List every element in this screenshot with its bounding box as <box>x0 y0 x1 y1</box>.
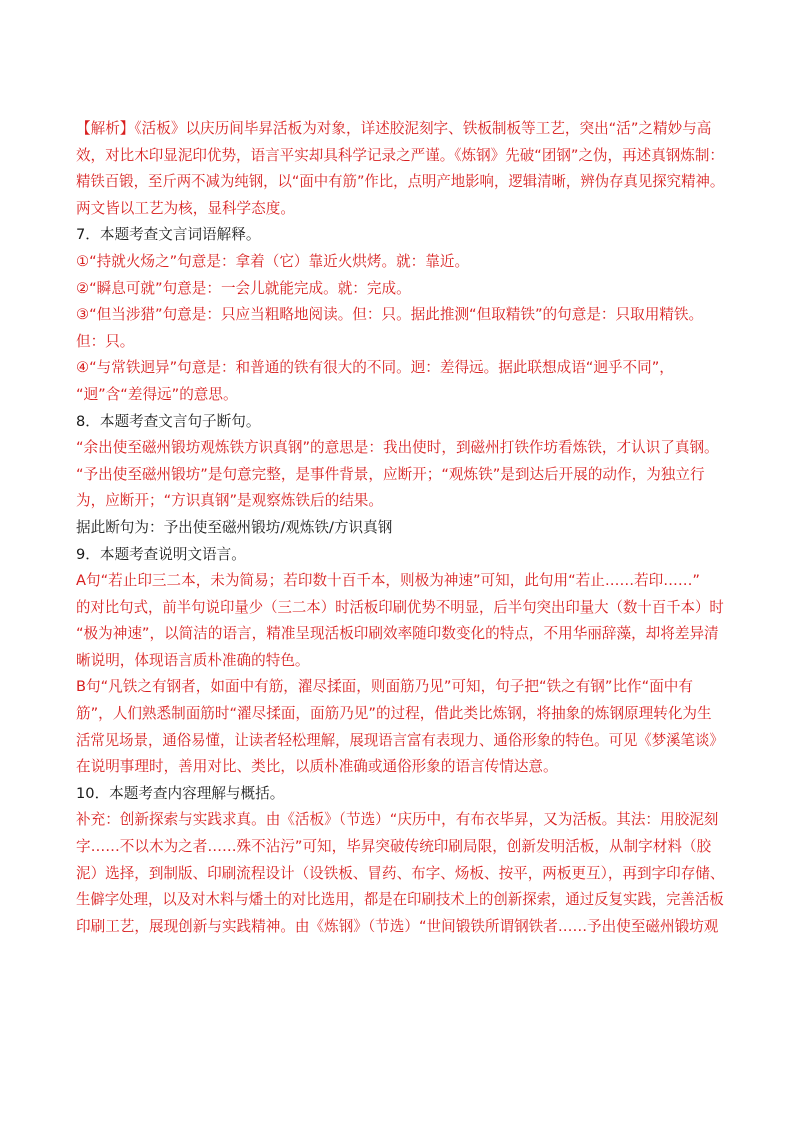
text-line: 补充：创新探索与实践求真。由《活板》（节选）“庆历中，有布衣毕昇，又为活板。其法：用胶泥刻 <box>76 811 719 829</box>
text-line: 在说明事理时，善用对比、类比，以质朴准确或通俗形象的语言传情达意。 <box>76 758 558 776</box>
text-line: 晰说明，体现语言质朴准确的特色。 <box>76 651 310 669</box>
text-line: A句“若止印三二本，未为简易；若印数十百千本，则极为神速”可知，此句用“若止……若印……” <box>76 572 700 590</box>
text-line: 8．本题考查文言句子断句。 <box>76 412 261 430</box>
text-line: 精铁百锻，至斤两不减为纯钢，以“面中有筋”作比，点明产地影响，逻辑清晰，辨伪存真见探究精神。 <box>76 173 725 191</box>
text-line: “予出使至磁州锻坊”是句意完整，是事件背景，应断开；“观炼铁”是到达后开展的动作，为独立行 <box>76 465 705 483</box>
text-line: 10．本题考查内容理解与概括。 <box>76 784 285 802</box>
text-line: 9．本题考查说明文语言。 <box>76 545 246 563</box>
text-line: 字……不以木为之者……殊不沾污”可知，毕昇突破传统印刷局限，创新发明活板，从制字材料（胶 <box>76 838 712 856</box>
text-line: ④“与常铁迥异”句意是：和普通的铁有很大的不同。迥：差得远。据此联想成语“迥乎不同”， <box>76 359 674 377</box>
text-line: 筋”，人们熟悉制面筋时“濯尽揉面，面筋乃见”的过程，借此类比炼钢，将抽象的炼钢原理转化为生 <box>76 705 712 723</box>
text-line: “极为神速”，以简洁的语言，精准呈现活板印刷效率随印数变化的特点，不用华丽辞藻，却将差异清 <box>76 625 719 643</box>
document-body <box>76 116 724 940</box>
text-line: “迥”含“差得远”的意思。 <box>76 385 238 403</box>
text-line: 【解析】《活板》以庆历间毕昇活板为对象，详述胶泥刻字、铁板制板等工艺，突出“活”之精妙与高 <box>76 120 712 137</box>
text-line: ①“持就火炀之”句意是：拿着（它）靠近火烘烤。就：靠近。 <box>76 252 470 270</box>
text-line: 效，对比木印显泥印优势，语言平实却具科学记录之严谨。《炼钢》先破“团钢”之伪，再述真钢炼制： <box>76 146 724 164</box>
text-line: 泥）选择，到制版、印刷流程设计（设铁板、冒药、布字、炀板、按平，两板更互），再到字印存储、 <box>76 864 725 882</box>
text-line: 据此断句为：予出使至磁州锻坊/观炼铁/方识真钢 <box>76 518 393 536</box>
text-line: 两文皆以工艺为核，显科学态度。 <box>76 199 295 217</box>
text-line: 的对比句式，前半句说印量少（三二本）时活板印刷优势不明显，后半句突出印量大（数十百千本）时 <box>76 598 724 616</box>
text-line: B句“凡铁之有钢者，如面中有筋，濯尽揉面，则面筋乃见”可知，句子把“铁之有钢”比作“面中有 <box>76 678 693 696</box>
text-line: “余出使至磁州锻坊观炼铁方识真钢”的意思是：我出使时，到磁州打铁作坊看炼铁，才认识了真钢。 <box>76 439 719 457</box>
text-line: ③“但当涉猎”句意是：只应当粗略地阅读。但：只。据此推测“但取精铁”的句意是：只取用精铁。 <box>76 306 704 324</box>
text-line: ②“瞬息可就”句意是：一会儿就能完成。就：完成。 <box>76 279 411 297</box>
text-line: 印刷工艺，展现创新与实践精神。由《炼钢》（节选）“世间锻铁所谓钢铁者……予出使至磁州锻坊观 <box>76 917 719 935</box>
text-line: 活常见场景，通俗易懂，让读者轻松理解，展现语言富有表现力、通俗形象的特色。可见《梦溪笔谈》 <box>76 731 724 749</box>
text-line: 7．本题考查文言词语解释。 <box>76 226 261 244</box>
text-line: 但：只。 <box>76 332 135 350</box>
text-line: 生僻字处理，以及对木料与燔土的对比选用，都是在印刷技术上的创新探索，通过反复实践，完善活板 <box>76 891 724 909</box>
text-line: 为，应断开；“方识真钢”是观察炼铁后的结果。 <box>76 492 383 510</box>
